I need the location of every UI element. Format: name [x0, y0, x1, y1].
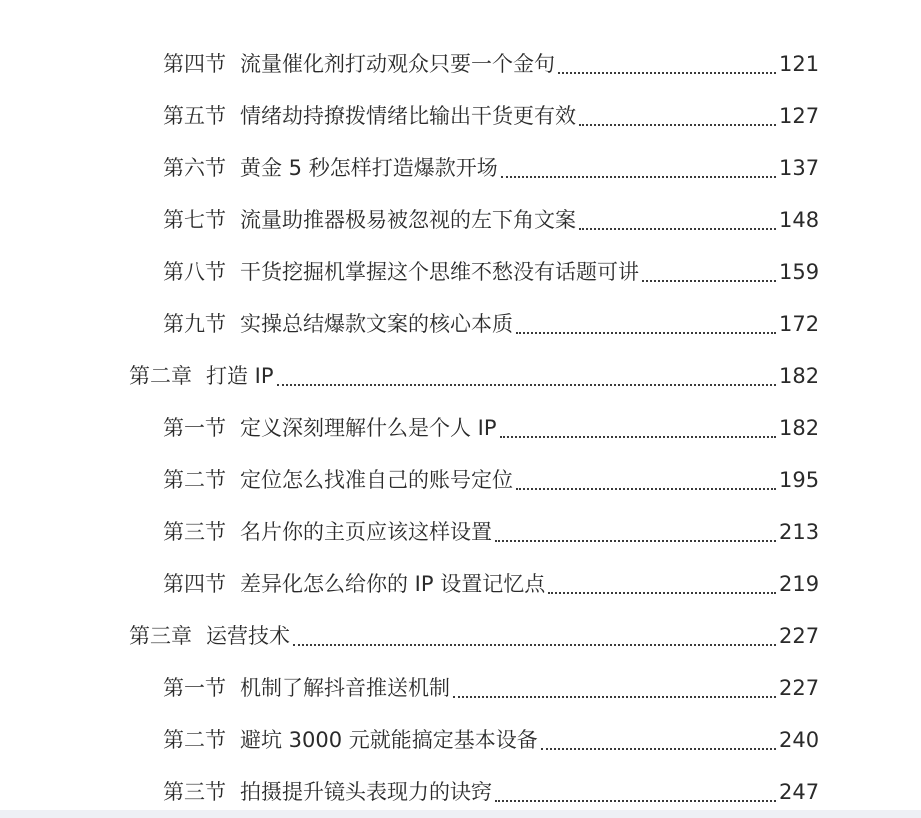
dot-leader	[453, 662, 776, 714]
toc-entry-title: 情绪劫持撩拨情绪比输出干货更有效	[240, 104, 576, 128]
toc-entry-number: 第八节	[163, 260, 226, 284]
dot-leader	[541, 714, 776, 766]
toc-entry[interactable]	[0, 714, 921, 766]
toc-entry-title: 干货挖掘机掌握这个思维不愁没有话题可讲	[240, 260, 639, 284]
toc-chapter-number: 第三章	[129, 624, 192, 648]
toc-entry-title: 机制了解抖音推送机制	[240, 676, 450, 700]
toc-page-number: 219	[779, 572, 820, 596]
toc-page-number: 172	[779, 312, 820, 336]
toc-entry-title: 名片你的主页应该这样设置	[240, 520, 492, 544]
toc-entry[interactable]	[0, 298, 921, 350]
toc-entry[interactable]	[0, 454, 921, 506]
toc-entry-number: 第六节	[163, 156, 226, 180]
toc-entry-number: 第二节	[163, 468, 226, 492]
toc-entry-title: 流量催化剂打动观众只要一个金句	[240, 52, 555, 76]
table-of-contents	[0, 38, 921, 818]
toc-page-number: 137	[779, 156, 820, 180]
toc-entry-title: 差异化怎么给你的 IP 设置记忆点	[240, 572, 546, 596]
toc-page-number: 182	[779, 364, 820, 388]
dot-leader	[558, 38, 776, 90]
bottom-edge-bar	[0, 810, 921, 818]
toc-entry-title: 定位怎么找准自己的账号定位	[240, 468, 513, 492]
toc-entry[interactable]	[0, 90, 921, 142]
toc-entry[interactable]	[0, 142, 921, 194]
toc-entry-title: 黄金 5 秒怎样打造爆款开场	[240, 156, 498, 180]
toc-entry-title: 避坑 3000 元就能搞定基本设备	[240, 728, 538, 752]
toc-entry-number: 第一节	[163, 416, 226, 440]
toc-entry-number: 第五节	[163, 104, 226, 128]
toc-chapter-entry[interactable]	[0, 610, 921, 662]
toc-entry[interactable]	[0, 194, 921, 246]
toc-entry-title: 拍摄提升镜头表现力的诀窍	[240, 780, 492, 804]
toc-entry-number: 第三节	[163, 780, 226, 804]
toc-entry-number: 第四节	[163, 572, 226, 596]
toc-chapter-title: 打造 IP	[206, 364, 274, 388]
toc-page-number: 148	[779, 208, 820, 232]
dot-leader	[500, 402, 776, 454]
toc-entry[interactable]	[0, 662, 921, 714]
toc-entry[interactable]	[0, 558, 921, 610]
toc-entry-number: 第七节	[163, 208, 226, 232]
toc-entry-title: 流量助推器极易被忽视的左下角文案	[240, 208, 576, 232]
dot-leader	[548, 558, 776, 610]
toc-page-number: 240	[779, 728, 820, 752]
toc-entry-number: 第三节	[163, 520, 226, 544]
toc-page-number: 213	[779, 520, 820, 544]
toc-entry[interactable]	[0, 402, 921, 454]
dot-leader	[579, 194, 776, 246]
toc-entry[interactable]	[0, 246, 921, 298]
toc-entry[interactable]	[0, 38, 921, 90]
toc-entry-title: 实操总结爆款文案的核心本质	[240, 312, 513, 336]
dot-leader	[277, 350, 776, 402]
toc-chapter-number: 第二章	[129, 364, 192, 388]
dot-leader	[642, 246, 776, 298]
dot-leader	[516, 454, 776, 506]
dot-leader	[293, 610, 776, 662]
toc-page-number: 159	[779, 260, 820, 284]
toc-page-number: 227	[779, 624, 820, 648]
toc-entry-number: 第九节	[163, 312, 226, 336]
dot-leader	[501, 142, 776, 194]
toc-entry-number: 第二节	[163, 728, 226, 752]
toc-entry-number: 第四节	[163, 52, 226, 76]
dot-leader	[516, 298, 776, 350]
toc-entry-title: 定义深刻理解什么是个人 IP	[240, 416, 497, 440]
dot-leader	[579, 90, 776, 142]
dot-leader	[495, 506, 776, 558]
toc-page-number: 127	[779, 104, 820, 128]
toc-page-number: 247	[779, 780, 820, 804]
toc-page-number: 227	[779, 676, 820, 700]
toc-chapter-title: 运营技术	[206, 624, 290, 648]
toc-page-number: 182	[779, 416, 820, 440]
toc-chapter-entry[interactable]	[0, 350, 921, 402]
toc-entry-number: 第一节	[163, 676, 226, 700]
toc-page-number: 121	[779, 52, 820, 76]
toc-entry[interactable]	[0, 506, 921, 558]
toc-page-number: 195	[779, 468, 820, 492]
